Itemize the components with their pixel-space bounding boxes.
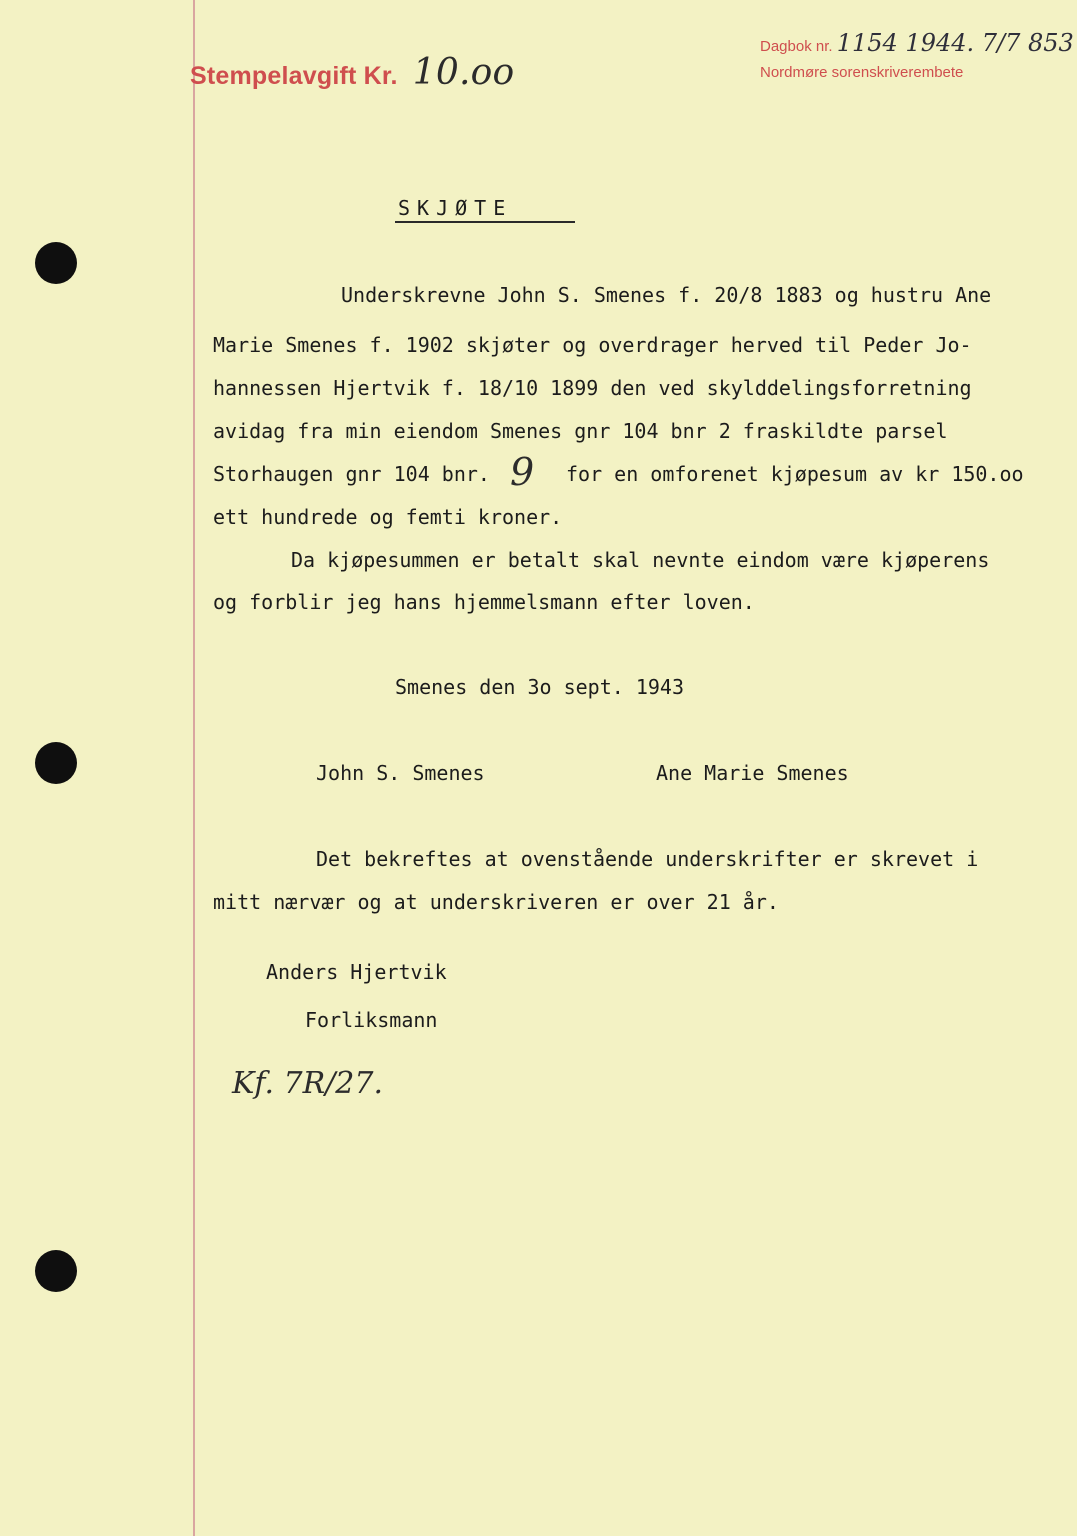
text-line: og forblir jeg hans hjemmelsmann efter loven. [213, 590, 755, 614]
text-line: mitt nærvær og at underskriveren er over 21 år. [213, 890, 779, 914]
margin-line [193, 0, 195, 1536]
stamp-journal [760, 30, 1074, 86]
punch-hole-middle [35, 742, 77, 784]
text-line: Da kjøpesummen er betalt skal nevnte eindom være kjøperens [291, 548, 990, 572]
signature-seller-2: Ane Marie Smenes [656, 761, 849, 785]
text-line: ett hundrede og femti kroner. [213, 505, 563, 529]
signature-seller-1: John S. Smenes [316, 761, 485, 785]
text-line: avidag fra min eiendom Smenes gnr 104 bnr 2 fraskildte parsel [213, 419, 948, 443]
stamp-fee-amount: 10.oo [412, 52, 515, 93]
witness-name: Anders Hjertvik [266, 960, 447, 984]
text-line: hannessen Hjertvik f. 18/10 1899 den ved skylddelingsforretning [213, 376, 972, 400]
office-name: Nordmøre sorenskriverembete [760, 64, 964, 81]
text-line: Storhaugen gnr 104 bnr. [213, 462, 490, 486]
registry-note: Kf. 7R/27. [232, 1066, 384, 1101]
text-line: Det bekreftes at ovenstående underskrifter er skrevet i [316, 847, 979, 871]
text-line: Underskrevne John S. Smenes f. 20/8 1883 og hustru Ane [341, 283, 992, 307]
handwritten-bnr-number: 9 [510, 450, 535, 494]
stamp-fee-label: Stempelavgift Kr. [190, 62, 398, 90]
journal-label: Dagbok nr. [760, 38, 833, 55]
witness-title: Forliksmann [305, 1008, 438, 1032]
journal-entry: 1154 1944. 7/7 853 [836, 29, 1074, 57]
stamp-fee [190, 52, 514, 93]
place-date: Smenes den 3o sept. 1943 [395, 675, 684, 699]
text-line: for en omforenet kjøpesum av kr 150.oo [566, 462, 1024, 486]
punch-hole-bottom [35, 1250, 77, 1292]
punch-hole-top [35, 242, 77, 284]
title-underline [395, 221, 575, 223]
document-title: SKJØTE [398, 196, 513, 220]
text-line: Marie Smenes f. 1902 skjøter og overdrager herved til Peder Jo- [213, 333, 972, 357]
